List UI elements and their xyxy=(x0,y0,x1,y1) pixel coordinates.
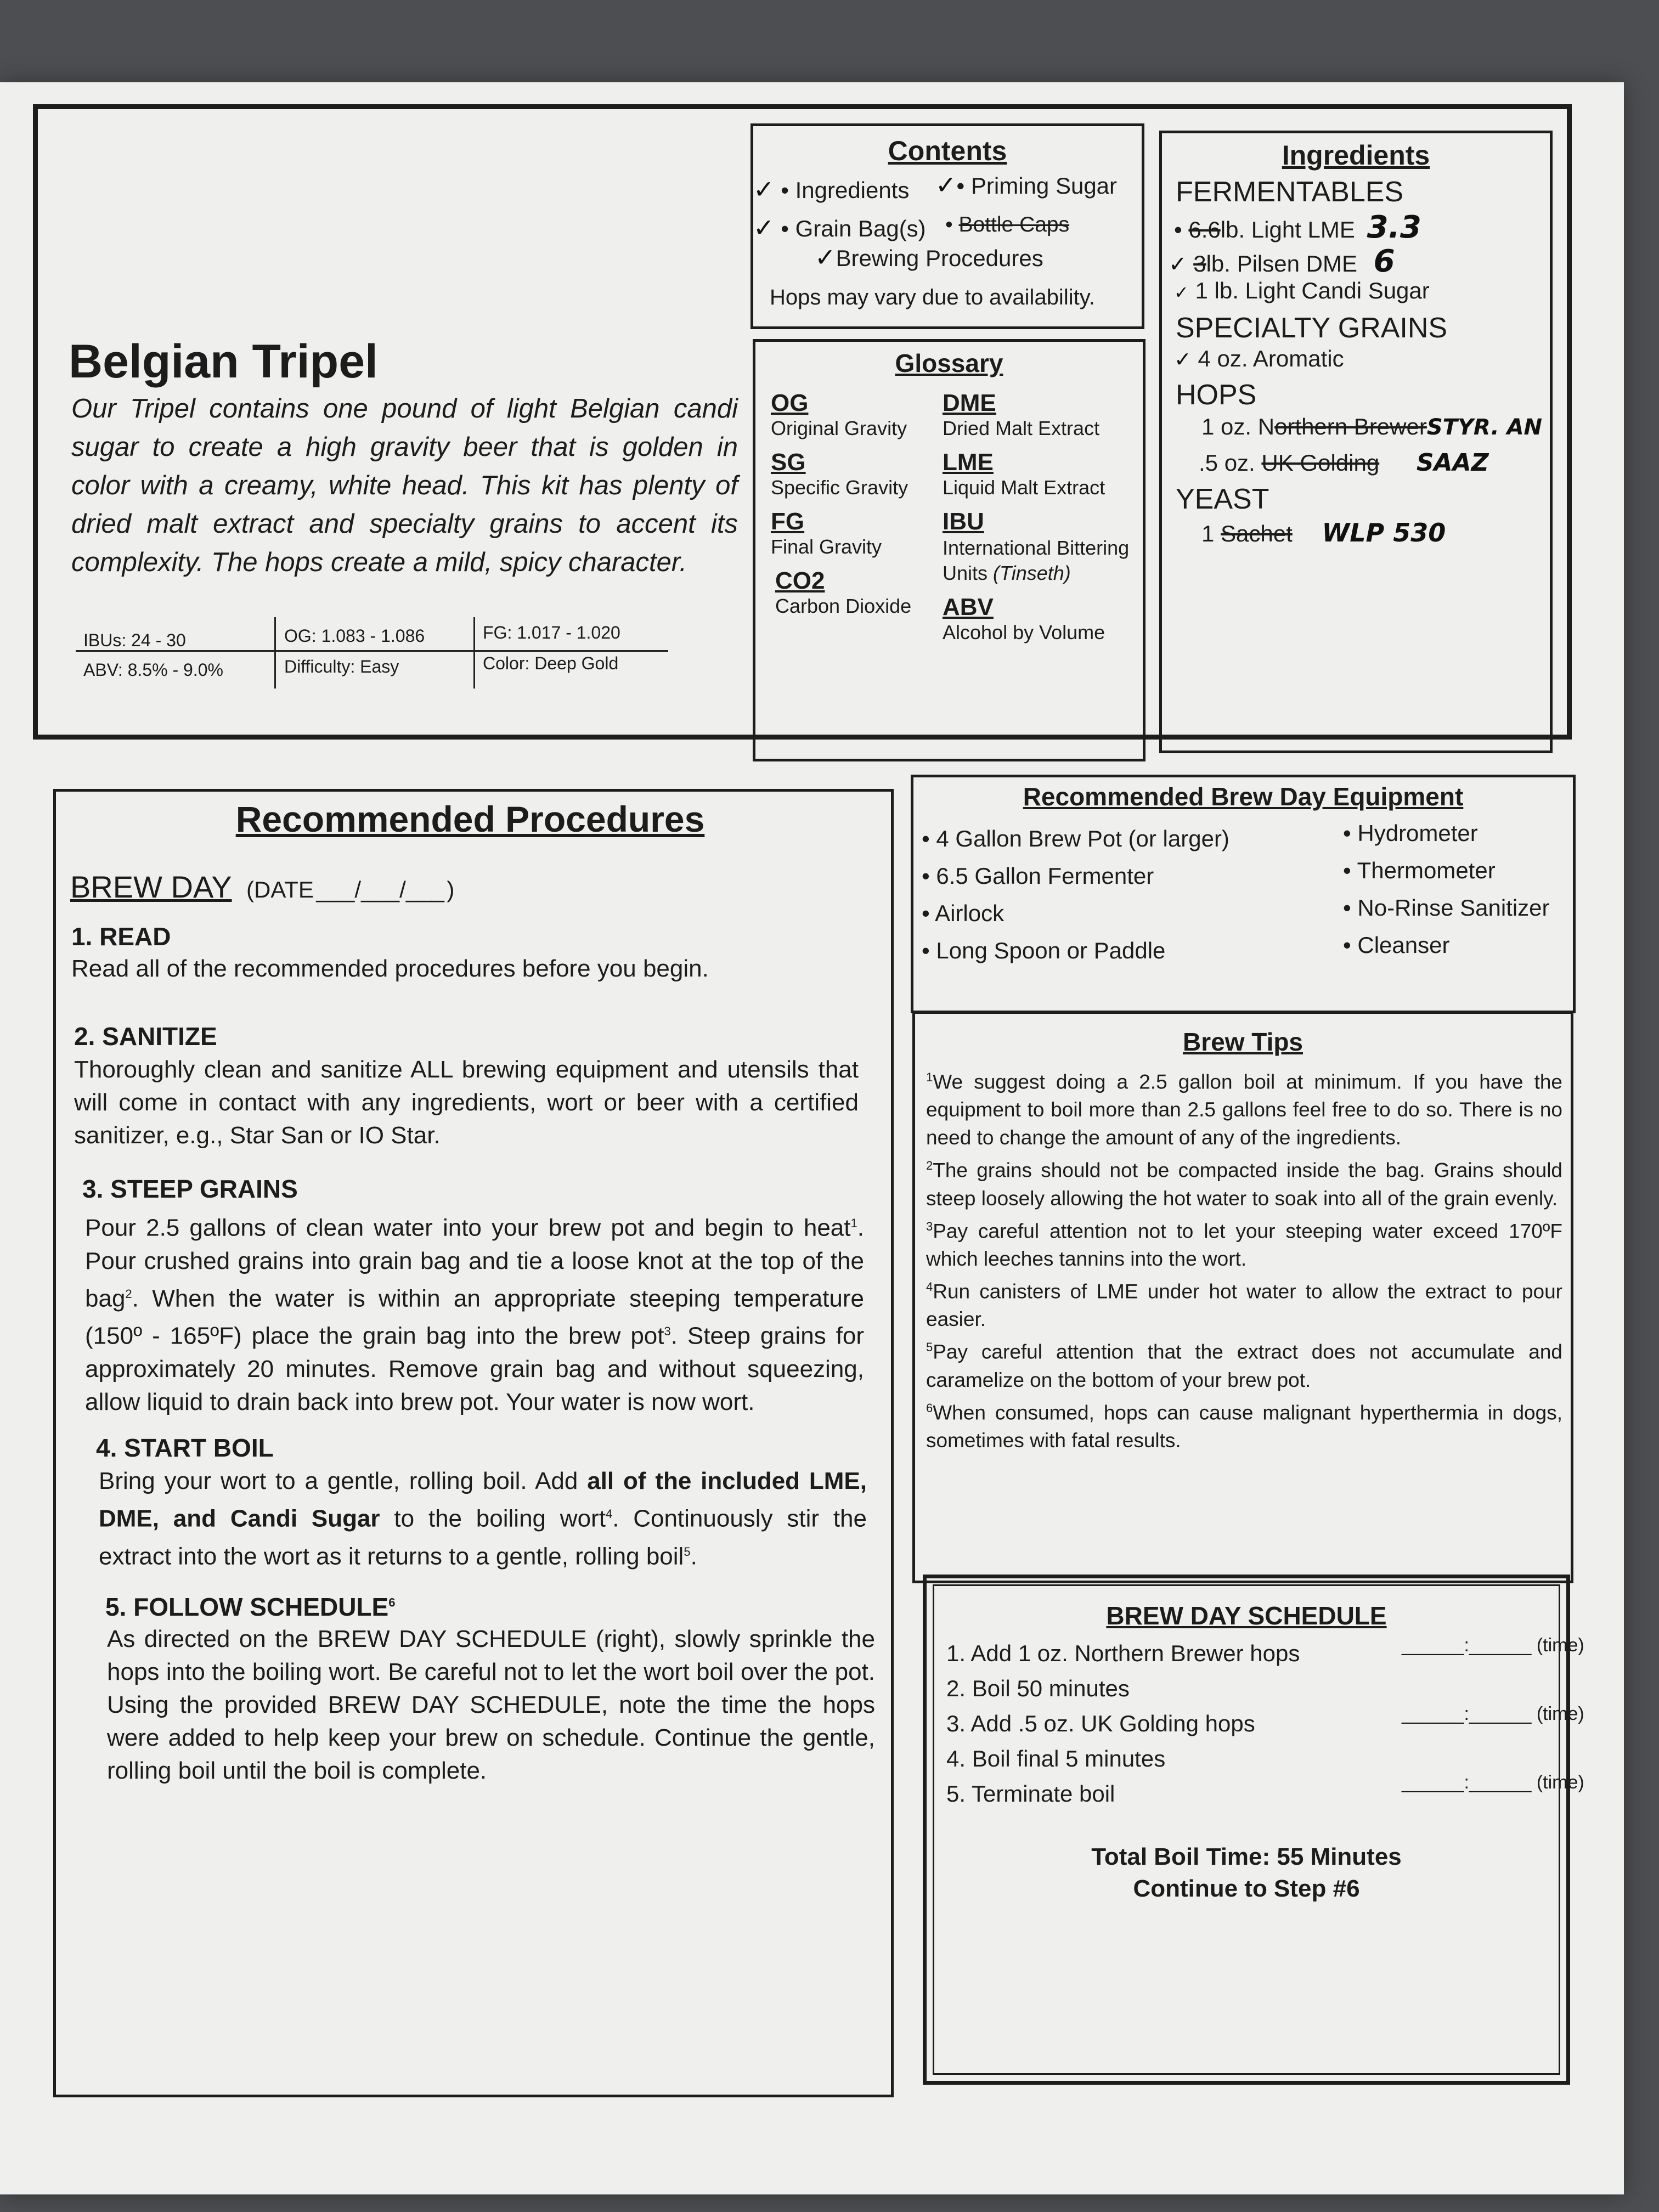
step-sanitize-title: 2. SANITIZE xyxy=(74,1022,217,1051)
procedures-title: Recommended Procedures xyxy=(235,799,705,839)
step-schedule-text: As directed on the BREW DAY SCHEDULE (right), slowly sprinkle the hops into the boiling wort. Be careful not to let the wort boil over the pot. Using the provided BREW DAY SCHEDULE, note the time the hops were added to help keep your brew on schedule. Continue the gentle, rolling boil until the boil is complete. xyxy=(107,1626,875,1784)
glossary-title: Glossary xyxy=(895,349,1003,377)
date-field: ___/___/___ xyxy=(316,877,444,902)
ingredient-yeast: 1 Sachet WLP 530 xyxy=(1201,518,1446,548)
step-sanitize-text: Thoroughly clean and sanitize ALL brewing equipment and utensils that will come in contact with any ingredients, wort or beer with a certified sanitizer, e.g., Star San or IO Star. xyxy=(74,1056,859,1149)
equipment-item: • 4 Gallon Brew Pot (or larger) xyxy=(922,826,1229,851)
contents-title: Contents xyxy=(888,136,1007,166)
stats-table xyxy=(76,623,668,690)
time-field-2[interactable]: ______:______ (time) xyxy=(1402,1703,1584,1724)
schedule-title: BREW DAY SCHEDULE xyxy=(1106,1601,1387,1630)
ingredient-dme: ✓ 3lb. Pilsen DME 6 xyxy=(1169,244,1395,279)
check-mark: ✓ xyxy=(815,242,836,272)
contents-bottle-caps: • Bottle Caps xyxy=(945,213,1070,236)
glossary-term-abv: ABV Alcohol by Volume xyxy=(943,594,1105,644)
time-field-3[interactable]: ______:______ (time) xyxy=(1402,1772,1584,1793)
stat-difficulty: Difficulty: Easy xyxy=(284,657,399,676)
glossary-term-lme: LME Liquid Malt Extract xyxy=(943,449,1105,499)
ingredient-aromatic: ✓ 4 oz. Aromatic xyxy=(1174,346,1344,371)
check-mark: ✓ xyxy=(1174,347,1192,371)
total-boil-time: Total Boil Time: 55 Minutes xyxy=(1091,1843,1402,1870)
equipment-item: • Hydrometer xyxy=(1343,820,1478,846)
schedule-step: 1. Add 1 oz. Northern Brewer hops xyxy=(946,1640,1300,1666)
check-mark: ✓ xyxy=(753,174,775,204)
step-steep-title: 3. STEEP GRAINS xyxy=(82,1175,298,1203)
tip-item: $^1$We suggest doing a 2.5 gallon boil at minimum. If you have the equipment to boil more than 2.5 gallons feel free to do so. There is no need to change the amount of any of the ingredients. xyxy=(926,1070,1562,1149)
stat-color: Color: Deep Gold xyxy=(483,653,619,673)
schedule-step: 4. Boil final 5 minutes xyxy=(946,1746,1166,1771)
equipment-item: • No-Rinse Sanitizer xyxy=(1343,895,1550,921)
step-read-text: Read all of the recommended procedures before you begin. xyxy=(71,955,709,982)
brew-tips-title: Brew Tips xyxy=(1183,1028,1303,1056)
contents-brewing-procedures: ✓Brewing Procedures xyxy=(815,242,1043,272)
schedule-step: 3. Add .5 oz. UK Golding hops xyxy=(946,1711,1255,1736)
recipe-description: Our Tripel contains one pound of light Belgian candi sugar to create a high gravity beer that is golden in color with a creamy, white head. This kit has plenty of dried malt extract and specialty grains to accent its complexity. The hops create a mild, spicy character. xyxy=(71,394,738,577)
stat-fg: FG: 1.017 - 1.020 xyxy=(483,623,620,642)
date-close: ) xyxy=(447,877,455,902)
equipment-item: • Cleanser xyxy=(1343,932,1450,958)
handwritten-yeast: WLP 530 xyxy=(1322,518,1446,548)
glossary-term-dme: DME Dried Malt Extract xyxy=(943,390,1100,439)
tip-item: $^3$Pay careful attention not to let your steeping water exceed 170ºF which leeches tannins into the wort. xyxy=(926,1219,1562,1270)
equipment-right-list xyxy=(1343,815,1550,964)
step-read-title: 1. READ xyxy=(71,922,171,951)
equipment-item: • Airlock xyxy=(922,900,1005,926)
contents-ingredients: ✓ • Ingredients xyxy=(753,174,910,204)
ingredient-hop-2: .5 oz. UK Golding SAAZ xyxy=(1199,449,1489,477)
equipment-item: • Long Spoon or Paddle xyxy=(922,938,1166,963)
tip-item: $^4$Run canisters of LME under hot water to allow the extract to pour easier. xyxy=(926,1279,1562,1331)
equipment-item: • Thermometer xyxy=(1343,857,1496,883)
hops-heading: HOPS xyxy=(1176,379,1257,411)
stat-og: OG: 1.083 - 1.086 xyxy=(284,626,425,646)
contents-note: Hops may vary due to availability. xyxy=(770,285,1095,309)
ingredient-lme: • 6.6lb. Light LME 3.3 xyxy=(1174,210,1421,245)
step-boil-title: 4. START BOIL xyxy=(96,1434,274,1462)
schedule-step: 5. Terminate boil xyxy=(946,1781,1115,1807)
schedule-steps xyxy=(946,1636,1300,1812)
step-steep-text: Pour 2.5 gallons of clean water into your brew pot and begin to heat$^1$. Pour crushed grains into grain bag and tie a loose knot at the top of the bag$^2$. When the water is within an appropriate steeping temperature (150º - 165ºF) place the grain bag into the brew pot$^3$. Steep grains for approximately 20 minutes. Remove grain bag and without squeezing, allow liquid to drain back into brew pot. Your water is now wort. xyxy=(85,1214,864,1415)
check-mark: ✓ xyxy=(935,170,957,200)
check-mark: ✓ xyxy=(1174,282,1189,303)
ingredients-title: Ingredients xyxy=(1282,140,1430,171)
yeast-heading: YEAST xyxy=(1176,483,1269,515)
date-label: (DATE xyxy=(246,877,314,902)
schedule-step: 2. Boil 50 minutes xyxy=(946,1675,1130,1701)
contents-grain-bags: ✓ • Grain Bag(s) xyxy=(753,213,926,242)
equipment-item: • 6.5 Gallon Fermenter xyxy=(922,863,1154,889)
glossary-term-ibu: IBU International Bittering Units (Tinseth) xyxy=(943,508,1130,584)
glossary-term-og: OG Original Gravity xyxy=(771,390,907,439)
recipe-title: Belgian Tripel xyxy=(69,335,378,388)
brew-day-line xyxy=(70,869,454,905)
fermentables-heading: FERMENTABLES xyxy=(1176,176,1404,208)
handwritten-lme-qty: 3.3 xyxy=(1367,210,1421,245)
ingredient-hop-1: 1 oz. Northern BrewerSTYR. AN xyxy=(1201,414,1542,440)
check-mark: ✓ xyxy=(753,213,775,242)
stat-abv: ABV: 8.5% - 9.0% xyxy=(83,660,223,680)
recipe-sheet xyxy=(0,82,1624,2194)
brew-tips-list xyxy=(926,1063,1562,1454)
step-schedule-title: 5. FOLLOW SCHEDULE$^6$ xyxy=(105,1593,396,1621)
continue-note: Continue to Step #6 xyxy=(1133,1875,1360,1902)
handwritten-hop-2: SAAZ xyxy=(1416,449,1489,477)
glossary-term-sg: SG Specific Gravity xyxy=(771,449,909,499)
check-mark: ✓ xyxy=(1169,252,1187,277)
equipment-title: Recommended Brew Day Equipment xyxy=(1023,782,1464,811)
tip-item: $^6$When consumed, hops can cause malignant hyperthermia in dogs, sometimes with fatal results. xyxy=(926,1401,1562,1452)
contents-priming-sugar: ✓• Priming Sugar xyxy=(935,170,1118,200)
step-boil-text: Bring your wort to a gentle, rolling boil. Add all of the included LME, DME, and Candi Sugar to the boiling wort$^4$. Continuously stir the extract into the wort as it returns to a gentle, rolling boil$^5$. xyxy=(99,1468,867,1570)
time-field-1[interactable]: ______:______ (time) xyxy=(1402,1635,1584,1656)
ingredient-candi-sugar: ✓ 1 lb. Light Candi Sugar xyxy=(1174,278,1430,303)
equipment-left-list xyxy=(922,820,1229,969)
specialty-grains-heading: SPECIALTY GRAINS xyxy=(1176,312,1448,344)
glossary-term-co2: CO2 Carbon Dioxide xyxy=(775,567,912,617)
handwritten-hop-1: STYR. AN xyxy=(1426,415,1542,440)
handwritten-dme-qty: 6 xyxy=(1373,244,1395,279)
tip-item: $^5$Pay careful attention that the extract does not accumulate and caramelize on the bottom of your brew pot. xyxy=(926,1340,1562,1391)
brew-day-heading: BREW DAY xyxy=(70,870,232,904)
stat-ibus: IBUs: 24 - 30 xyxy=(83,630,186,650)
contents-box xyxy=(751,123,1144,329)
tip-item: $^2$The grains should not be compacted inside the bag. Grains should steep loosely allowing the hot water to soak into all of the grain evenly. xyxy=(926,1159,1562,1210)
glossary-term-fg: FG Final Gravity xyxy=(771,508,882,558)
